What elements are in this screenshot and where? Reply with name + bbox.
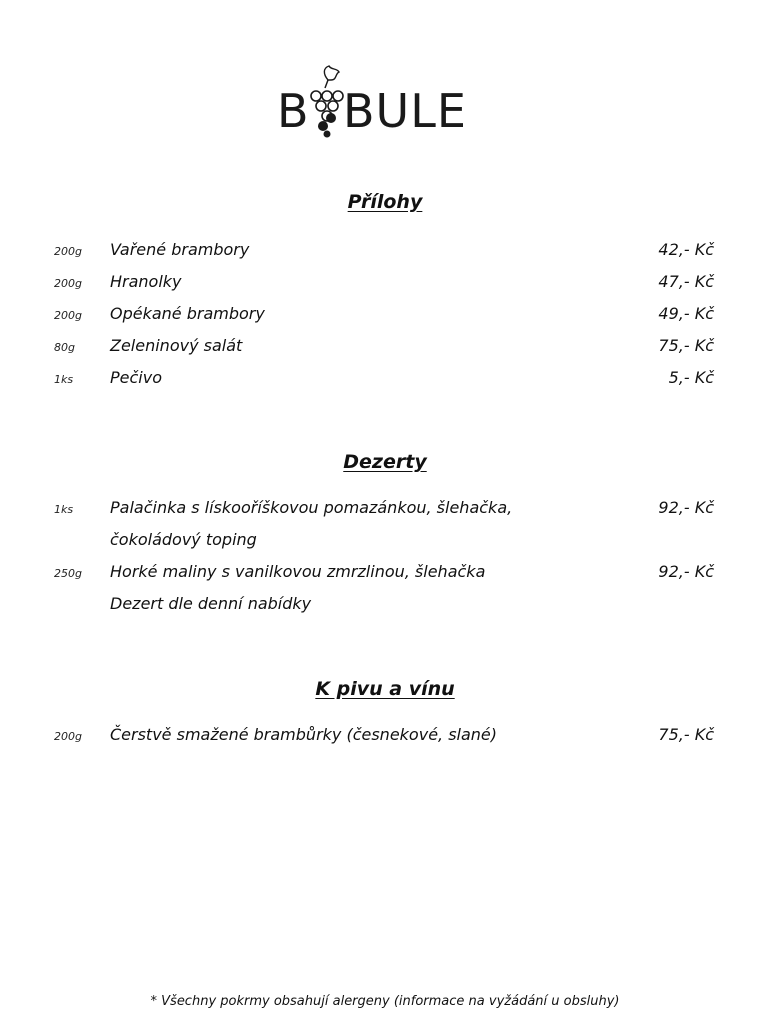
logo-text-rest: BULE: [343, 84, 467, 138]
item-name: Horké maliny s vanilkovou zmrzlinou, šlehačka: [110, 562, 486, 581]
item-qty: 200g: [54, 245, 82, 258]
item-price: 75,- Kč: [658, 725, 714, 744]
item-price: 47,- Kč: [658, 272, 714, 291]
menu-item: [0, 368, 770, 392]
item-qty: 200g: [54, 730, 82, 743]
item-name: Pečivo: [110, 368, 162, 387]
item-qty: 200g: [54, 277, 82, 290]
section-title-prilohy: Přílohy: [347, 191, 423, 213]
logo-letter-b: B: [277, 84, 310, 138]
item-qty: 200g: [54, 309, 82, 322]
item-price: 92,- Kč: [658, 562, 714, 581]
item-name: Zeleninový salát: [110, 336, 243, 355]
menu-item: [0, 240, 770, 264]
menu-item: [0, 498, 770, 522]
section-title-dezerty: Dezerty: [343, 451, 427, 473]
item-qty: 250g: [54, 567, 82, 580]
item-qty: 1ks: [54, 373, 74, 386]
item-name: Čerstvě smažené brambůrky (česnekové, slané): [110, 725, 498, 744]
item-qty: 80g: [54, 341, 75, 354]
item-name: Opékané brambory: [110, 304, 265, 323]
item-price: 75,- Kč: [658, 336, 714, 355]
item-qty: 1ks: [54, 503, 74, 516]
allergen-footnote: * Všechny pokrmy obsahují alergeny (informace na vyžádání u obsluhy): [150, 994, 620, 1009]
item-price: 42,- Kč: [658, 240, 714, 259]
item-name: Hranolky: [110, 272, 182, 291]
item-name: Dezert dle denní nabídky: [110, 594, 312, 613]
item-name: Vařené brambory: [110, 240, 250, 259]
menu-item: [0, 336, 770, 360]
menu-item: [0, 725, 770, 749]
menu-item-continuation: [0, 530, 770, 554]
menu-item: [0, 304, 770, 328]
menu-item: [0, 562, 770, 586]
section-title-k-pivu-a-vinu: K pivu a vínu: [315, 678, 455, 700]
item-name: čokoládový toping: [110, 530, 257, 549]
menu-item: [0, 594, 770, 618]
item-name: Palačinka s lískooříškovou pomazánkou, šlehačka,: [110, 498, 513, 517]
menu-item: [0, 272, 770, 296]
grape-icon: [307, 62, 347, 142]
item-price: 92,- Kč: [658, 498, 714, 517]
item-price: 49,- Kč: [658, 304, 714, 323]
bobule-logo: [277, 62, 467, 144]
item-price: 5,- Kč: [668, 368, 714, 387]
